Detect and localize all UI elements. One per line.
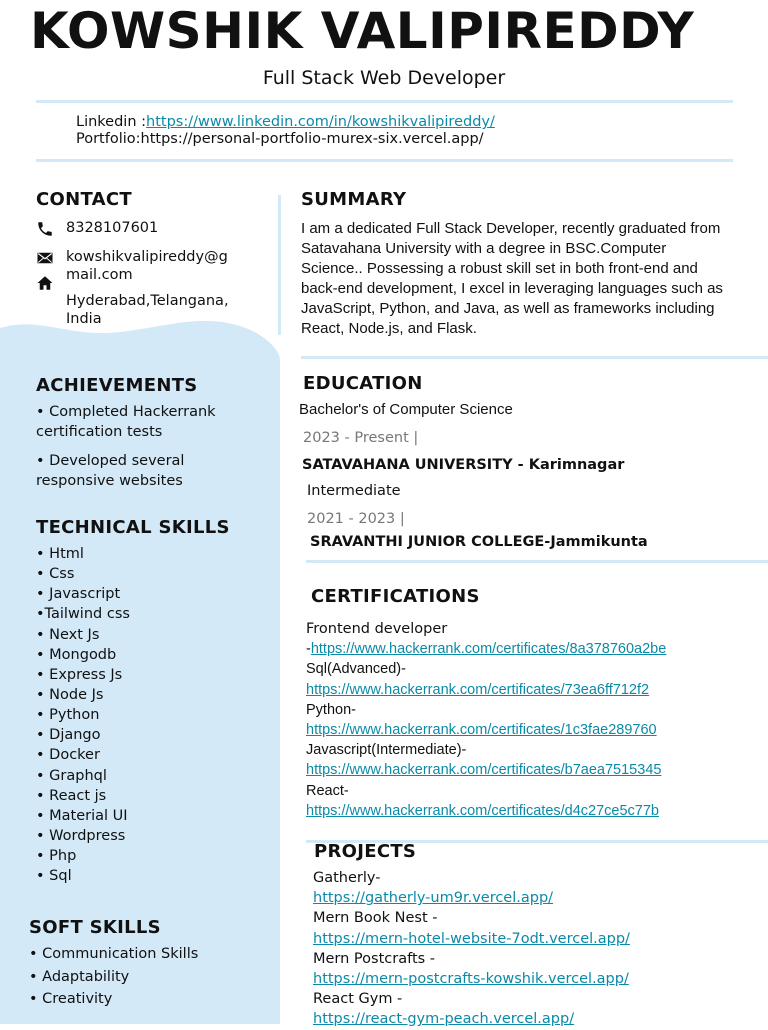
intermediate-years: 2021 - 2023 | [307, 511, 405, 527]
address [66, 292, 229, 328]
soft-skill-item: • Creativity [29, 991, 113, 1007]
achievement-line: • Completed Hackerrank [36, 404, 216, 420]
skill-item: • Css [36, 566, 75, 583]
summary-line: I am a dedicated Full Stack Developer, recently graduated from [301, 220, 721, 237]
technical-skills-heading: TECHNICAL SKILLS [36, 517, 230, 538]
address-line-2: India [66, 311, 102, 327]
email-line-2: mail.com [66, 267, 133, 283]
project-item [313, 1009, 753, 1029]
summary-divider [301, 356, 768, 359]
project-label: Mern Postcrafts - [313, 950, 436, 967]
summary-line: React, Node.js, and Flask. [301, 320, 477, 337]
linkedin-link[interactable]: https://www.linkedin.com/in/kowshikvalipireddy/ [146, 114, 495, 130]
header-divider-top [36, 100, 733, 103]
email-icon [36, 249, 54, 267]
cert-item [306, 720, 756, 740]
skill-item: • Next Js [36, 626, 100, 643]
achievement-item [36, 451, 184, 491]
cert-link[interactable]: https://www.hackerrank.com/certificates/73ea6ff712f2 [306, 681, 650, 698]
summary-line: Science.. Possessing a robust skill set in both front-end and [301, 260, 698, 277]
skill-item: • Html [36, 546, 84, 562]
job-title: Full Stack Web Developer [262, 67, 506, 89]
skill-item: • Javascript [36, 586, 121, 603]
linkedin-label: Linkedin : [76, 114, 147, 130]
cert-label: React- [306, 782, 349, 799]
skill-item: • Material UI [36, 807, 128, 824]
portfolio-label: Portfolio: [76, 131, 141, 147]
cert-label: Python- [306, 701, 356, 718]
degree-years: 2023 - Present | [303, 430, 419, 446]
skill-item: • Django [36, 727, 101, 744]
phone-number: 8328107601 [66, 220, 159, 236]
skill-item: • Mongodb [36, 646, 117, 663]
certifications-list [306, 619, 756, 821]
cert-link[interactable]: https://www.hackerrank.com/certificates/b7aea7515345 [306, 762, 662, 779]
skill-item: • Docker [36, 747, 100, 764]
skill-item: • React js [36, 787, 107, 804]
project-item [313, 929, 753, 949]
skill-item: • Sql [36, 868, 72, 885]
projects-heading: PROJECTS [314, 841, 417, 862]
skill-item: • Express Js [36, 666, 123, 683]
soft-skill-item: • Adaptability [29, 968, 130, 985]
summary-text [301, 219, 741, 339]
skill-item: • Php [36, 848, 77, 865]
project-link[interactable]: https://react-gym-peach.vercel.app/ [313, 1011, 575, 1028]
certifications-heading: CERTIFICATIONS [311, 586, 480, 607]
cert-item [306, 801, 756, 821]
email-line-1: kowshikvalipireddy@g [66, 249, 228, 265]
skill-item: • Python [36, 707, 100, 724]
cert-prefix: - [306, 641, 311, 658]
project-label: React Gym - [313, 991, 403, 1008]
education-heading: EDUCATION [303, 373, 423, 394]
skill-item: • Wordpress [36, 827, 126, 844]
summary-line: JavaScript, Python, and Java, as well as frameworks including [301, 300, 715, 317]
college-name: SRAVANTHI JUNIOR COLLEGE-Jammikunta [310, 534, 648, 550]
project-link[interactable]: https://gatherly-um9r.vercel.app/ [313, 890, 554, 907]
project-link[interactable]: https://mern-postcrafts-kowshik.vercel.app/ [313, 971, 629, 988]
column-divider [278, 195, 281, 335]
soft-skill-item: • Communication Skills [29, 946, 199, 962]
cert-item [306, 680, 756, 700]
project-label: Gatherly- [313, 870, 381, 886]
achievement-line: responsive websites [36, 473, 183, 489]
soft-skills-heading: SOFT SKILLS [29, 917, 161, 938]
summary-line: back-end development, I excel in leveraging languages such as [301, 280, 723, 297]
portfolio-url: https://personal-portfolio-murex-six.vercel.app/ [140, 131, 484, 147]
soft-skills-list [29, 944, 198, 1012]
profile-links [76, 114, 495, 148]
achievement-line: • Developed several [36, 453, 185, 469]
home-icon [36, 274, 54, 292]
email-address [66, 248, 228, 284]
summary-heading: SUMMARY [301, 189, 407, 210]
address-line-1: Hyderabad,Telangana, [66, 293, 229, 309]
projects-list [313, 868, 753, 1030]
achievement-item [36, 402, 216, 442]
summary-line: Satavahana University with a degree in BSC.Computer [301, 240, 667, 257]
linkedin-row [76, 114, 495, 131]
achievement-line: certification tests [36, 424, 163, 440]
skill-item: •Tailwind css [36, 606, 130, 623]
project-item [313, 969, 753, 989]
education-divider [306, 560, 768, 563]
project-link[interactable]: https://mern-hotel-website-7odt.vercel.app/ [313, 930, 630, 947]
intermediate-label: Intermediate [307, 483, 401, 499]
portfolio-row [76, 131, 495, 148]
header-divider-bottom [36, 159, 733, 162]
skill-item: • Node Js [36, 686, 104, 703]
cert-link[interactable]: https://www.hackerrank.com/certificates/d4c27ce5c77b [306, 802, 659, 819]
degree-name: Bachelor's of Computer Science [299, 401, 513, 418]
skill-item: • Graphql [36, 767, 107, 784]
cert-link[interactable]: https://www.hackerrank.com/certificates/8a378760a2be [310, 641, 667, 658]
contact-heading: CONTACT [36, 189, 132, 210]
cert-item [306, 760, 756, 780]
university-name: SATAVAHANA UNIVERSITY - Karimnagar [302, 457, 625, 473]
cert-label: Javascript(Intermediate)- [306, 742, 467, 759]
cert-link[interactable]: https://www.hackerrank.com/certificates/1c3fae289760 [306, 722, 657, 739]
cert-label: Frontend developer [306, 621, 448, 637]
cert-label: Sql(Advanced)- [306, 661, 406, 678]
candidate-name: KOWSHIK VALIPIREDDY [30, 2, 695, 60]
achievements-heading: ACHIEVEMENTS [36, 375, 198, 396]
technical-skills-list [36, 544, 130, 886]
cert-item [306, 639, 756, 659]
project-label: Mern Book Nest - [313, 910, 438, 927]
phone-icon [36, 220, 54, 238]
project-item [313, 888, 753, 908]
